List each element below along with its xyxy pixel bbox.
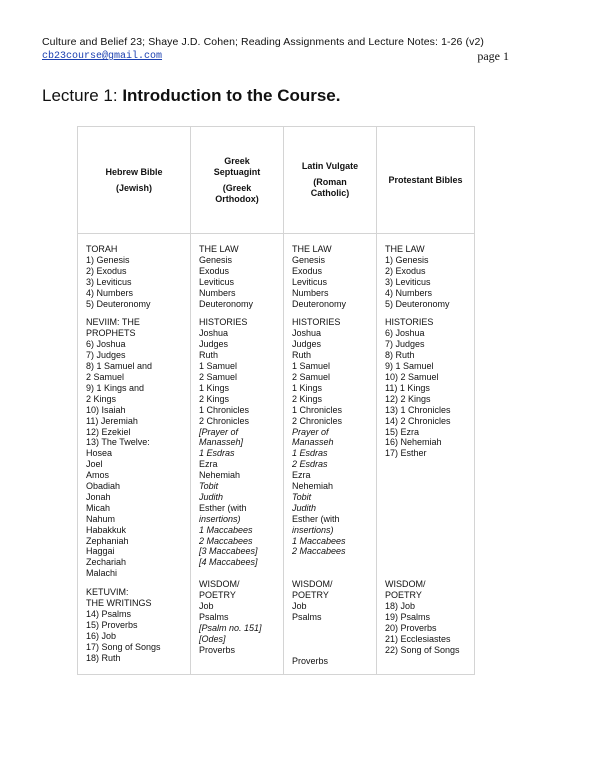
book-entry: 1 Kings [199, 382, 230, 393]
book-entry: 20) Proverbs [385, 622, 437, 633]
book-entry: Prayer of [292, 426, 329, 437]
book-entry: Tobit [199, 481, 219, 492]
book-entry: 8) 1 Samuel and [86, 361, 153, 372]
book-entry: 2 Chronicles [292, 415, 343, 426]
canon-comparison-table [77, 126, 475, 675]
book-entry: [Prayer of [199, 426, 239, 437]
section-heading: KETUVIM: [86, 587, 129, 598]
book-entry: 6) Joshua [86, 339, 126, 350]
book-entry: Amos [86, 470, 110, 481]
book-entry: Job [199, 601, 214, 612]
column-header [78, 127, 190, 234]
book-entry: Psalms [199, 612, 229, 622]
canon-section [199, 244, 283, 309]
book-entry: 5) Deuteronomy [86, 298, 151, 309]
section-heading: WISDOM/ [292, 579, 333, 590]
book-entry: 1 Samuel [199, 361, 238, 372]
book-entry: 6) Joshua [385, 328, 425, 339]
book-entry: 4) Numbers [86, 287, 134, 298]
book-entry: Joshua [292, 328, 322, 339]
book-entry: 1 Kings [292, 382, 323, 393]
column-header [284, 127, 376, 234]
book-entry: Judith [199, 491, 224, 502]
book-entry: 14) Psalms [86, 609, 132, 619]
book-entry: 16) Nehemiah [385, 437, 442, 448]
canon-section [385, 244, 474, 309]
book-entry: 5) Deuteronomy [385, 298, 450, 309]
book-entry: 11) 1 Kings [385, 382, 430, 393]
book-entry: Manasseh] [199, 437, 244, 448]
book-entry: 1 Chronicles [199, 404, 250, 415]
book-entry: Obadiah [86, 481, 121, 492]
book-entry: 17) Song of Songs [86, 641, 161, 652]
book-entry: 19) Psalms [385, 611, 431, 622]
book-entry: 3) Leviticus [86, 276, 132, 287]
book-entry: Leviticus [292, 276, 328, 287]
book-entry: [Odes] [199, 633, 226, 644]
book-entry: Exodus [292, 265, 323, 276]
column-subtitle: (Roman Catholic) [310, 177, 350, 198]
book-entry: [Psalm no. 151] [199, 622, 262, 633]
book-entry: Ruth [292, 350, 312, 361]
book-entry: 9) 1 Samuel [385, 361, 434, 372]
section-heading: NEVIIM: THE [86, 317, 140, 328]
book-entry: Jonah [86, 491, 111, 502]
book-entry: Judges [292, 339, 322, 350]
book-entry: 2 Samuel [86, 371, 125, 382]
book-entry: Ezra [292, 470, 311, 481]
book-entry: POETRY [292, 590, 329, 601]
book-entry: 2 Kings [199, 393, 230, 404]
book-entry: 18) Ruth [86, 652, 121, 663]
column-header [377, 127, 474, 234]
book-entry: Tobit [292, 491, 312, 502]
book-entry: Ruth [199, 350, 219, 361]
book-entry: Psalms [292, 612, 322, 623]
book-entry: Leviticus [199, 276, 235, 287]
book-entry: 7) Judges [385, 339, 425, 350]
spacer [292, 623, 376, 656]
book-entry: Job [292, 601, 307, 612]
book-entry: POETRY [385, 590, 422, 601]
book-entry: [4 Maccabees] [199, 557, 258, 568]
book-entry: POETRY [199, 590, 236, 601]
column-name: Greek Septuagint [213, 155, 261, 177]
book-entry: 15) Proverbs [86, 619, 138, 630]
book-entry: Joel [86, 459, 103, 470]
book-entry: 2 Samuel [292, 371, 331, 382]
book-entry: Proverbs [199, 644, 236, 655]
book-entry: 13) The Twelve: [86, 437, 150, 448]
book-entry: 1) Genesis [86, 254, 130, 265]
book-entry: Numbers [199, 287, 236, 298]
book-entry: Numbers [292, 287, 329, 298]
book-entry: 1) Genesis [385, 254, 429, 265]
book-entry: Hosea [86, 448, 113, 459]
running-header: Culture and Belief 23; Shaye J.D. Cohen; Reading Assignments and Lecture Notes: 1-26 (v2) [42, 36, 484, 48]
column-header [191, 127, 283, 234]
book-entry: 7) Judges [86, 350, 126, 361]
book-entry: 18) Job [385, 601, 416, 612]
book-entry: Zechariah [86, 557, 127, 568]
book-entry: Judges [199, 339, 229, 350]
book-entry: 14) 2 Chronicles [385, 415, 451, 426]
book-entry: 1 Esdras [292, 448, 328, 459]
book-entry: Judith [292, 502, 317, 513]
book-entry: 3) Leviticus [385, 276, 431, 287]
page-number: page 1 [477, 49, 509, 63]
book-entry: Deuteronomy [292, 298, 347, 309]
column-name: Hebrew Bible [105, 166, 163, 177]
book-entry: Exodus [199, 265, 230, 276]
book-entry: Malachi [86, 568, 118, 579]
column-body [377, 234, 474, 656]
book-entry: Micah [86, 502, 111, 513]
section-heading: HISTORIES [292, 317, 341, 328]
canon-section [292, 317, 376, 557]
book-entry: 11) Jeremiah [86, 415, 138, 426]
book-entry: 10) 2 Samuel [385, 371, 439, 382]
section-heading: HISTORIES [199, 317, 248, 328]
book-entry: 2 Esdras [292, 459, 328, 470]
lecture-title-main: Introduction to the Course. [122, 86, 341, 105]
book-entry: 1 Maccabees [199, 524, 253, 535]
book-entry: 2) Exodus [86, 265, 127, 276]
book-entry: 13) 1 Chronicles [385, 404, 451, 415]
column-hebrew-bible [78, 127, 191, 674]
book-entry: 1 Chronicles [292, 404, 343, 415]
column-body [78, 234, 190, 664]
column-body [191, 234, 283, 656]
book-entry: Nehemiah [292, 481, 334, 492]
book-entry: 1 Maccabees [292, 535, 346, 546]
canon-section [199, 579, 283, 655]
book-entry: 2 Maccabees [292, 546, 346, 557]
section-heading: WISDOM/ [385, 579, 426, 590]
book-entry: 17) Esther [385, 448, 427, 459]
column-name: Protestant Bibles [388, 174, 463, 185]
book-entry: Zephaniah [86, 535, 129, 546]
course-email-link[interactable]: cb23course@gmail.com [42, 51, 163, 62]
book-entry: Haggai [86, 546, 115, 557]
section-heading: THE LAW [385, 244, 425, 254]
canon-section [86, 317, 190, 579]
book-entry: Proverbs [292, 656, 329, 666]
section-heading: HISTORIES [385, 317, 434, 328]
book-entry: PROPHETS [86, 328, 136, 339]
book-entry: 12) 2 Kings [385, 393, 431, 404]
section-heading: WISDOM/ [199, 579, 240, 590]
book-entry: 15) Ezra [385, 426, 420, 437]
lecture-title [42, 86, 340, 106]
book-entry: [3 Maccabees] [199, 546, 258, 557]
book-entry: 4) Numbers [385, 287, 433, 298]
canon-section [385, 579, 474, 655]
book-entry: THE WRITINGS [86, 598, 152, 609]
lecture-title-prefix: Lecture 1: [42, 86, 123, 105]
book-entry: 2 Maccabees [199, 535, 253, 546]
book-entry: 2 Samuel [199, 371, 238, 382]
book-entry: Habakkuk [86, 524, 127, 535]
canon-section [292, 244, 376, 309]
canon-section [199, 317, 283, 568]
book-entry: Nehemiah [199, 470, 241, 481]
section-heading: TORAH [86, 244, 118, 254]
section-heading: THE LAW [199, 244, 239, 254]
book-entry: Esther (with [292, 513, 340, 524]
book-entry: 22) Song of Songs [385, 644, 460, 655]
canon-section [86, 587, 190, 663]
canon-section [292, 579, 376, 667]
book-entry: 1 Samuel [292, 361, 331, 372]
canon-section [86, 244, 190, 309]
book-entry: Nahum [86, 513, 116, 524]
book-entry: 8) Ruth [385, 350, 415, 361]
book-entry: Genesis [199, 254, 233, 265]
book-entry: Ezra [199, 459, 218, 470]
book-entry: 9) 1 Kings and [86, 382, 145, 393]
book-entry: 10) Isaiah [86, 404, 126, 415]
column-body [284, 234, 376, 667]
book-entry: Genesis [292, 254, 326, 265]
book-entry: Manasseh [292, 437, 334, 448]
book-entry: 2 Kings [86, 393, 117, 404]
column-subtitle: (Greek Orthodox) [215, 182, 259, 204]
book-entry: Esther (with [199, 502, 247, 513]
book-entry: 2) Exodus [385, 265, 426, 276]
book-entry: 2 Kings [292, 393, 323, 404]
book-entry: Deuteronomy [199, 298, 254, 309]
column-subtitle: (Jewish) [115, 182, 152, 193]
book-entry: 2 Chronicles [199, 415, 250, 426]
column-latin-vulgate [284, 127, 377, 674]
book-entry: 1 Esdras [199, 448, 235, 459]
book-entry: 21) Ecclesiastes [385, 633, 451, 644]
canon-section [385, 317, 474, 459]
book-entry: insertions) [292, 524, 334, 535]
book-entry: insertions) [199, 513, 241, 524]
column-name: Latin Vulgate [301, 161, 359, 171]
section-heading: THE LAW [292, 244, 332, 254]
book-entry: 16) Job [86, 630, 117, 641]
book-entry: Joshua [199, 328, 229, 339]
column-protestant-bibles [377, 127, 474, 674]
column-greek-septuagint [191, 127, 284, 674]
book-entry: 12) Ezekiel [86, 426, 131, 437]
